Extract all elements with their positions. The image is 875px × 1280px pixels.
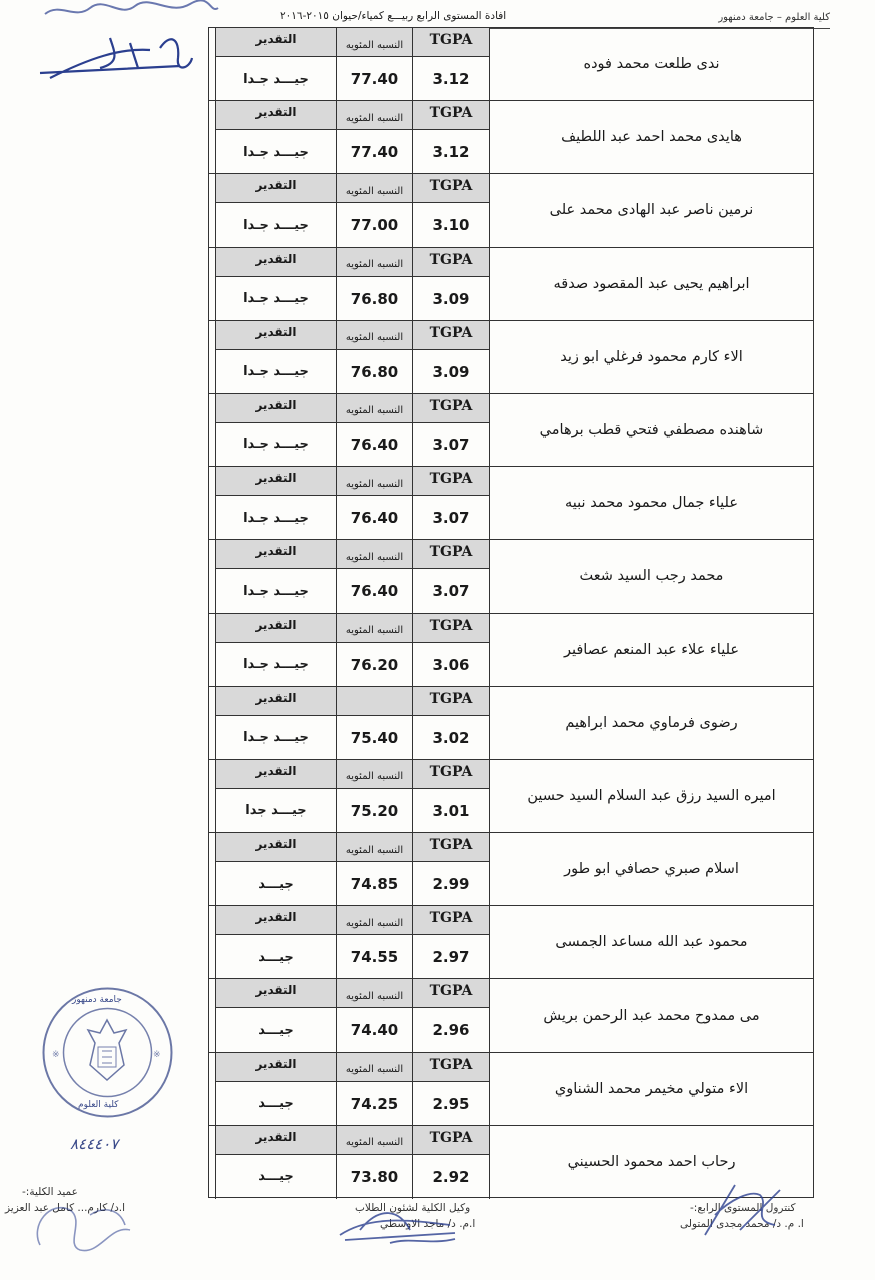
percent-cell — [336, 935, 412, 979]
grade-cell — [215, 350, 336, 394]
grade-header-label: التقدير — [255, 617, 297, 632]
grade-header — [215, 174, 336, 203]
percent-cell — [336, 350, 412, 394]
grade-header-label: التقدير — [255, 1129, 297, 1144]
percent-cell — [336, 643, 412, 687]
gpa-value: 2.96 — [432, 1021, 470, 1040]
gpa-header-label: TGPA — [429, 397, 473, 414]
percent-value: 73.80 — [350, 1167, 399, 1186]
gpa-header — [412, 760, 490, 789]
student-record — [209, 321, 813, 394]
percent-value: 76.40 — [350, 435, 399, 454]
gpa-cell — [412, 643, 490, 687]
grade-header-label: التقدير — [255, 1056, 297, 1071]
gpa-header-label: TGPA — [429, 105, 473, 122]
student-name: علياء علاء عبد المنعم عصافير — [563, 641, 740, 658]
student-record — [209, 687, 813, 760]
gpa-value: 3.12 — [432, 70, 470, 88]
percent-value: 76.80 — [350, 289, 399, 308]
percent-header-label: النسبه المئويه — [345, 259, 404, 271]
percent-header-label: النسبه المئويه — [345, 478, 404, 490]
grade-grid — [215, 1126, 490, 1199]
percent-cell — [336, 1082, 412, 1126]
percent-header — [336, 906, 412, 935]
percent-cell — [336, 423, 412, 467]
grade-header — [215, 248, 336, 277]
gpa-header — [412, 467, 490, 496]
signature-top-left — [30, 28, 195, 83]
grade-grid — [215, 28, 490, 100]
student-name: ابراهيم يحيى عبد المقصود صدقه — [553, 275, 750, 292]
results-table — [208, 27, 814, 1198]
grade-value: جيـــد — [258, 1169, 294, 1185]
grade-cell — [215, 716, 336, 760]
gpa-header — [412, 101, 490, 130]
gpa-header-label: TGPA — [429, 690, 473, 707]
gpa-value: 2.97 — [432, 948, 470, 967]
gpa-header — [412, 979, 490, 1008]
grade-grid — [215, 394, 490, 466]
grade-header-label: التقدير — [255, 690, 297, 705]
gpa-cell — [412, 277, 490, 321]
gpa-header — [412, 687, 490, 716]
gpa-header — [412, 28, 490, 57]
percent-value: 75.40 — [350, 728, 399, 747]
student-record — [209, 906, 813, 979]
gpa-header — [412, 906, 490, 935]
grade-header — [215, 1053, 336, 1082]
student-name: شاهنده مصطفي فتحي قطب برهامي — [539, 422, 764, 439]
vice-dean-signature — [330, 1195, 470, 1255]
student-record — [209, 394, 813, 467]
student-name: الاء متولي مخيمر محمد الشناوي — [554, 1080, 749, 1097]
gpa-value: 3.07 — [432, 435, 470, 454]
grade-grid — [215, 248, 490, 320]
gpa-cell — [412, 935, 490, 979]
gpa-header-label: TGPA — [429, 251, 473, 268]
handwritten-number: ٨٤٤٤٠٧ — [70, 1135, 119, 1153]
grade-header-label: التقدير — [255, 983, 297, 998]
gpa-value: 3.01 — [432, 801, 470, 820]
grade-value: جيـــد جـدا — [243, 364, 309, 380]
gpa-cell — [412, 716, 490, 760]
gpa-value: 2.92 — [432, 1167, 470, 1186]
percent-value: 77.40 — [350, 70, 399, 88]
student-name: محمد رجب السيد شعث — [579, 568, 724, 585]
grade-cell — [215, 569, 336, 613]
gpa-header — [412, 394, 490, 423]
grade-value: جيـــد جـدا — [243, 583, 309, 599]
gpa-value: 3.10 — [432, 216, 470, 235]
percent-header-label: النسبه المئويه — [345, 844, 404, 856]
student-record — [209, 540, 813, 613]
student-name: محمود عبد الله مساعد الجمسى — [555, 934, 748, 951]
percent-cell — [336, 57, 412, 101]
student-record — [209, 833, 813, 906]
gpa-cell — [412, 350, 490, 394]
control-name: ا. م. د/ محمد مجدى المتولى — [680, 1218, 804, 1230]
gpa-value: 3.06 — [432, 655, 470, 674]
student-name: رضوى فرماوي محمد ابراهيم — [565, 714, 738, 731]
student-name: هايدى محمد احمد عبد اللطيف — [561, 129, 742, 146]
percent-header-label: النسبه المئويه — [345, 551, 404, 563]
gpa-header-label: TGPA — [429, 544, 473, 561]
grade-value: جيـــد جـدا — [243, 217, 309, 233]
grade-header-label: التقدير — [255, 324, 297, 339]
gpa-header — [412, 1053, 490, 1082]
percent-header-label: النسبه المئويه — [345, 332, 404, 344]
gpa-cell — [412, 130, 490, 174]
student-record — [209, 101, 813, 174]
percent-header — [336, 321, 412, 350]
gpa-value: 3.09 — [432, 362, 470, 381]
percent-header-label: النسبه المئويه — [345, 405, 404, 417]
student-record — [209, 614, 813, 687]
top-handwriting — [40, 0, 220, 24]
student-name: مى ممدوح محمد عبد الرحمن بريش — [543, 1007, 760, 1024]
percent-value: 75.20 — [350, 801, 399, 820]
percent-header-label: النسبه المئويه — [345, 112, 404, 124]
grade-cell — [215, 203, 336, 247]
grade-header — [215, 833, 336, 862]
document-title: افادة المستوى الرابع ربيـــع كمياء/حيوان ٢٠١٥-٢٠١٦ — [280, 10, 507, 22]
percent-cell — [336, 862, 412, 906]
grade-value: جيـــد — [258, 876, 294, 892]
grade-value: جيـــد جدا — [245, 803, 307, 819]
grade-header — [215, 394, 336, 423]
grade-grid — [215, 760, 490, 832]
percent-value: 76.40 — [350, 582, 399, 601]
gpa-value: 2.95 — [432, 1094, 470, 1113]
percent-cell — [336, 569, 412, 613]
gpa-header-label: TGPA — [429, 471, 473, 488]
grade-grid — [215, 321, 490, 393]
grade-header-label: التقدير — [255, 32, 297, 46]
percent-cell — [336, 789, 412, 833]
grade-cell — [215, 1008, 336, 1052]
grade-header-label: التقدير — [255, 105, 297, 120]
grade-header — [215, 979, 336, 1008]
grade-header-label: التقدير — [255, 544, 297, 559]
percent-header — [336, 979, 412, 1008]
student-name: علياء جمال محمود محمد نبيه — [565, 495, 738, 512]
percent-header — [336, 248, 412, 277]
grade-header — [215, 540, 336, 569]
gpa-cell — [412, 569, 490, 613]
percent-header-label: النسبه المئويه — [345, 917, 404, 929]
grade-value: جيـــد جـدا — [243, 510, 309, 526]
grade-cell — [215, 1082, 336, 1126]
student-record — [209, 248, 813, 321]
control-signature — [690, 1175, 790, 1245]
grade-header — [215, 467, 336, 496]
grade-grid — [215, 687, 490, 759]
percent-header — [336, 540, 412, 569]
gpa-value: 2.99 — [432, 875, 470, 894]
student-record — [209, 28, 813, 101]
svg-text:※: ※ — [153, 1050, 161, 1060]
grade-header — [215, 1126, 336, 1155]
student-name: اميره السيد رزق عبد السلام السيد حسين — [527, 787, 776, 804]
gpa-value: 3.09 — [432, 289, 470, 308]
gpa-header-label: TGPA — [429, 617, 473, 634]
student-name: ندى طلعت محمد فوده — [583, 56, 720, 73]
gpa-header — [412, 321, 490, 350]
student-name: نرمين ناصر عبد الهادى محمد على — [549, 202, 754, 219]
gpa-header-label: TGPA — [429, 983, 473, 1000]
grade-header — [215, 321, 336, 350]
faculty-name: كلية العلوم – جامعة دمنهور — [718, 12, 830, 23]
gpa-value: 3.02 — [432, 728, 470, 747]
percent-value: 76.40 — [350, 509, 399, 528]
percent-value: 77.40 — [350, 143, 399, 162]
seal-top-text: جامعة دمنهور — [72, 995, 122, 1005]
grade-cell — [215, 130, 336, 174]
grade-cell — [215, 57, 336, 101]
percent-value: 77.00 — [350, 216, 399, 235]
seal-bottom-text: كلية العلوم — [78, 1100, 119, 1110]
percent-value: 74.25 — [350, 1094, 399, 1113]
grade-value: جيـــد جـدا — [243, 291, 309, 307]
grade-grid — [215, 979, 490, 1051]
vice-dean-title: وكيل الكلية لشئون الطلاب — [355, 1202, 471, 1214]
percent-header — [336, 760, 412, 789]
gpa-header-label: TGPA — [429, 178, 473, 195]
grade-value: جيـــد جـدا — [243, 71, 309, 87]
percent-value: 76.80 — [350, 362, 399, 381]
grade-header — [215, 28, 336, 57]
grade-grid — [215, 1053, 490, 1125]
grade-cell — [215, 862, 336, 906]
grade-header-label: التقدير — [255, 471, 297, 486]
grade-cell — [215, 643, 336, 687]
grade-grid — [215, 540, 490, 612]
percent-header-label: النسبه المئويه — [345, 771, 404, 783]
grade-grid — [215, 833, 490, 905]
percent-header — [336, 467, 412, 496]
percent-header — [336, 614, 412, 643]
grade-header — [215, 687, 336, 716]
gpa-cell — [412, 1082, 490, 1126]
percent-header — [336, 394, 412, 423]
grade-cell — [215, 935, 336, 979]
student-name: اسلام صبري حصافي ابو طور — [564, 861, 739, 878]
gpa-cell — [412, 496, 490, 540]
gpa-cell — [412, 1155, 490, 1199]
percent-cell — [336, 716, 412, 760]
percent-header-label: النسبه المئويه — [345, 990, 404, 1002]
gpa-value: 3.12 — [432, 143, 470, 162]
grade-cell — [215, 277, 336, 321]
percent-value: 74.85 — [350, 875, 399, 894]
percent-header-label: النسبه المئويه — [345, 1064, 404, 1076]
grade-grid — [215, 906, 490, 978]
gpa-cell — [412, 57, 490, 101]
student-record — [209, 1053, 813, 1126]
control-title: كنترول المستوى الرابع:- — [690, 1202, 796, 1214]
gpa-header — [412, 833, 490, 862]
gpa-header — [412, 174, 490, 203]
gpa-header-label: TGPA — [429, 1056, 473, 1073]
grade-cell — [215, 789, 336, 833]
gpa-cell — [412, 1008, 490, 1052]
percent-value: 76.20 — [350, 655, 399, 674]
gpa-header-label: TGPA — [429, 837, 473, 854]
grade-value: جيـــد — [258, 1022, 294, 1038]
percent-cell — [336, 1008, 412, 1052]
svg-text:※: ※ — [52, 1050, 60, 1060]
percent-value: 74.40 — [350, 1021, 399, 1040]
gpa-header-label: TGPA — [429, 324, 473, 341]
grade-grid — [215, 101, 490, 173]
dean-name: ا.د/ كارم... كامل عبد العزيز — [5, 1202, 126, 1214]
dean-title: عميد الكلية:- — [22, 1186, 78, 1198]
gpa-cell — [412, 862, 490, 906]
gpa-cell — [412, 203, 490, 247]
grade-header-label: التقدير — [255, 397, 297, 412]
gpa-header-label: TGPA — [429, 32, 473, 48]
grade-header — [215, 760, 336, 789]
student-record — [209, 760, 813, 833]
percent-header-label: النسبه المئويه — [345, 625, 404, 636]
percent-header — [336, 1053, 412, 1082]
grade-header-label: التقدير — [255, 178, 297, 193]
grade-header — [215, 614, 336, 643]
grade-header-label: التقدير — [255, 251, 297, 266]
grade-header — [215, 101, 336, 130]
grade-value: جيـــد جـدا — [243, 657, 309, 672]
grade-value: جيـــد جـدا — [243, 144, 309, 160]
gpa-header — [412, 248, 490, 277]
student-record — [209, 979, 813, 1052]
grade-value: جيـــد جـدا — [243, 437, 309, 453]
percent-cell — [336, 1155, 412, 1199]
percent-header — [336, 833, 412, 862]
grade-cell — [215, 423, 336, 467]
dean-signature — [10, 1185, 160, 1265]
grade-value: جيـــد — [258, 1096, 294, 1112]
percent-cell — [336, 203, 412, 247]
gpa-header-label: TGPA — [429, 910, 473, 927]
percent-header-label: النسبه المئويه — [345, 39, 404, 51]
percent-cell — [336, 277, 412, 321]
grade-grid — [215, 467, 490, 539]
gpa-cell — [412, 423, 490, 467]
percent-cell — [336, 130, 412, 174]
grade-header-label: التقدير — [255, 763, 297, 778]
percent-header-label: النسبه المئويه — [345, 185, 404, 197]
grade-grid — [215, 174, 490, 246]
grade-cell — [215, 496, 336, 540]
student-record — [209, 174, 813, 247]
gpa-header — [412, 614, 490, 643]
gpa-header-label: TGPA — [429, 1129, 473, 1146]
percent-header — [336, 28, 412, 57]
percent-cell — [336, 496, 412, 540]
percent-header — [336, 174, 412, 203]
percent-header — [336, 687, 412, 716]
grade-value: جيـــد — [258, 949, 294, 965]
gpa-value: 3.07 — [432, 582, 470, 601]
gpa-value: 3.07 — [432, 509, 470, 528]
grade-value: جيـــد جـدا — [243, 730, 309, 746]
grade-header-label: التقدير — [255, 837, 297, 852]
grade-header — [215, 906, 336, 935]
vice-dean-name: ا.م. د/ ماجد الاوسطي — [380, 1218, 476, 1230]
student-record — [209, 467, 813, 540]
student-name: رحاب احمد محمود الحسيني — [567, 1154, 736, 1171]
grade-header-label: التقدير — [255, 910, 297, 925]
percent-header — [336, 101, 412, 130]
grade-grid — [215, 614, 490, 686]
student-name: الاء كارم محمود فرغلي ابو زيد — [560, 348, 743, 365]
grade-cell — [215, 1155, 336, 1199]
percent-header-label: النسبه المئويه — [345, 1137, 404, 1149]
gpa-header-label: TGPA — [429, 763, 473, 780]
percent-header — [336, 1126, 412, 1155]
percent-value: 74.55 — [350, 948, 399, 967]
gpa-header — [412, 540, 490, 569]
gpa-cell — [412, 789, 490, 833]
gpa-header — [412, 1126, 490, 1155]
